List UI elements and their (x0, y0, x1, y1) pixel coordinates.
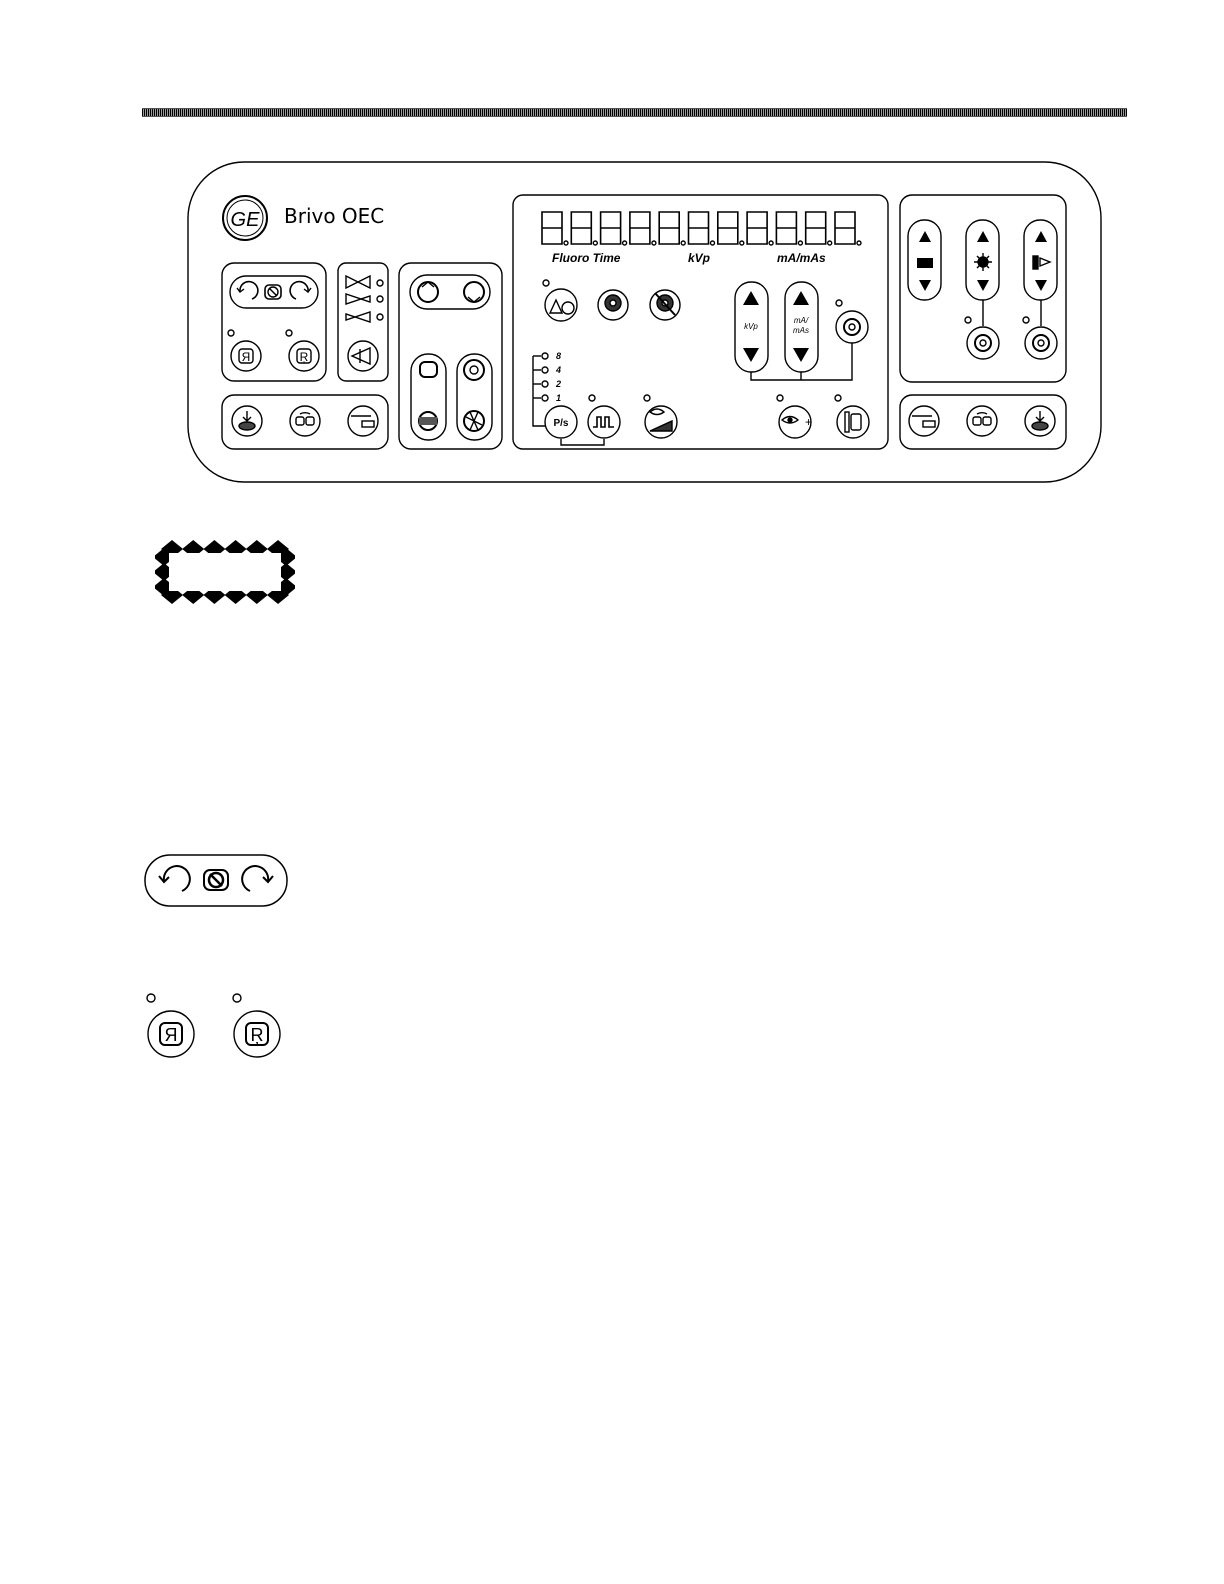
rotation-group (222, 263, 326, 381)
brand-name: Brivo OEC (284, 204, 385, 228)
image-rotation-reset-button[interactable] (265, 285, 281, 299)
brightness-down-button[interactable] (977, 280, 989, 291)
auto-fluoro-button[interactable] (545, 289, 577, 321)
display-digit (689, 212, 709, 244)
notice-frame (155, 540, 295, 604)
technique-panel (513, 195, 888, 449)
display-digit (835, 212, 855, 244)
flip-vertical-button[interactable] (289, 341, 319, 371)
magnify-led (1023, 317, 1029, 323)
display-digit (601, 212, 621, 244)
pulse-led (589, 395, 595, 401)
flip-v-led (286, 330, 292, 336)
magnify-up-button[interactable] (1035, 231, 1047, 242)
svg-text:Я: Я (241, 350, 251, 364)
collimator-rotate-left-button[interactable] (418, 282, 438, 302)
display-digit (718, 212, 738, 244)
flip-horizontal-button[interactable] (231, 341, 261, 371)
kvp-control-label: kVp (744, 322, 758, 331)
kvp-down-button[interactable] (743, 348, 759, 362)
ma-display-label: mA/mAs (777, 251, 826, 265)
display-decimal-point (740, 241, 744, 245)
pulse-mode-button[interactable] (588, 406, 620, 438)
cine-led (835, 395, 841, 401)
svg-text:Я: Я (164, 1025, 178, 1045)
flip-v-indicator (233, 994, 241, 1002)
seven-segment-display (542, 212, 861, 245)
auto-fluoro-led (543, 280, 549, 286)
flip-horizontal-icon (148, 1011, 194, 1057)
display-decimal-point (857, 241, 861, 245)
ma-control-label-1: mA/ (793, 316, 809, 325)
collimator-group (399, 263, 502, 449)
enhance-led (777, 395, 783, 401)
contrast-down-button[interactable] (919, 280, 931, 291)
transfer-image-button[interactable] (348, 406, 378, 436)
svg-text:+: + (805, 415, 813, 429)
kvp-up-button[interactable] (743, 291, 759, 305)
pulse-rate-leds (533, 353, 548, 401)
display-decimal-point (828, 241, 832, 245)
display-decimal-point (681, 241, 685, 245)
mode-led (836, 300, 842, 306)
image-rotation-reset-icon (204, 870, 228, 890)
mode-button[interactable] (836, 311, 868, 343)
iris-open-button[interactable] (464, 360, 484, 380)
enhance-button[interactable] (779, 406, 812, 438)
rotate-ccw-button[interactable] (237, 282, 258, 299)
brightness-led (965, 317, 971, 323)
display-digit (571, 212, 591, 244)
iris-pill (457, 354, 492, 440)
flip-h-led (228, 330, 234, 336)
svg-text:Ŗ: Ŗ (250, 1025, 264, 1045)
dose-level-led (644, 395, 650, 401)
svg-text:Ŗ: Ŗ (299, 350, 309, 364)
display-decimal-point (593, 241, 597, 245)
collimator-rotate-right-button[interactable] (464, 282, 484, 302)
shutter-open-button[interactable] (420, 362, 437, 377)
ma-control-label-2: mAs (793, 326, 809, 335)
display-digit (542, 212, 562, 244)
display-digit (806, 212, 826, 244)
ge-logo-icon (223, 196, 267, 240)
pulse-link (561, 439, 604, 445)
brightness-icon (974, 253, 992, 271)
save-image-right-button[interactable] (1025, 406, 1055, 436)
cine-button[interactable] (837, 406, 869, 438)
flip-vertical-icon (234, 1011, 280, 1057)
display-digit (776, 212, 796, 244)
rotate-cw-button[interactable] (290, 282, 311, 299)
ma-up-button[interactable] (793, 291, 809, 305)
pulse-rate-4: 4 (556, 365, 562, 375)
rotation-control-detail (140, 850, 296, 914)
pulse-rate-8: 8 (556, 351, 562, 361)
kvp-display-label: kVp (688, 251, 711, 265)
beam-shape-options (346, 276, 383, 322)
rotation-pill (230, 276, 318, 308)
rotate-ccw-icon (159, 866, 190, 891)
display-decimal-point (711, 241, 715, 245)
display-decimal-point (623, 241, 627, 245)
dose-off-button[interactable] (650, 290, 680, 320)
collimator-pill-top (410, 275, 490, 309)
pulse-rate-1: 1 (556, 393, 562, 403)
adjust-link (983, 300, 1041, 326)
display-digit (659, 212, 679, 244)
display-decimal-point (564, 241, 568, 245)
swap-image-right-button[interactable] (967, 406, 997, 436)
collimator-iris-button[interactable] (464, 411, 484, 431)
save-image-button[interactable] (232, 406, 262, 436)
dose-level-button[interactable] (645, 406, 677, 438)
contrast-icon (917, 258, 933, 268)
magnify-icon (1033, 256, 1050, 269)
transfer-image-right-button[interactable] (909, 406, 939, 436)
display-decimal-point (652, 241, 656, 245)
fluoro-time-label: Fluoro Time (552, 251, 621, 265)
rotate-cw-icon (242, 866, 273, 891)
svg-text:GE: GE (230, 209, 260, 231)
swap-image-button[interactable] (290, 406, 320, 436)
flip-buttons-detail (140, 985, 290, 1065)
brightness-up-button[interactable] (977, 231, 989, 242)
collimator-leaf-button[interactable] (348, 341, 378, 371)
auto-magnify-button[interactable] (1025, 327, 1057, 359)
control-panel (0, 0, 1224, 520)
auto-brightness-button[interactable] (967, 327, 999, 359)
dose-on-button[interactable] (598, 290, 628, 320)
display-decimal-point (798, 241, 802, 245)
pulse-rate-2: 2 (556, 379, 562, 389)
shutter-pill (411, 354, 446, 440)
display-decimal-point (769, 241, 773, 245)
pulse-rate-button-label: P/s (553, 418, 569, 429)
flip-h-indicator (147, 994, 155, 1002)
ma-down-button[interactable] (793, 348, 809, 362)
display-digit (630, 212, 650, 244)
shutter-close-button[interactable] (419, 412, 437, 430)
magnify-down-button[interactable] (1035, 280, 1047, 291)
contrast-up-button[interactable] (919, 231, 931, 242)
display-digit (747, 212, 767, 244)
